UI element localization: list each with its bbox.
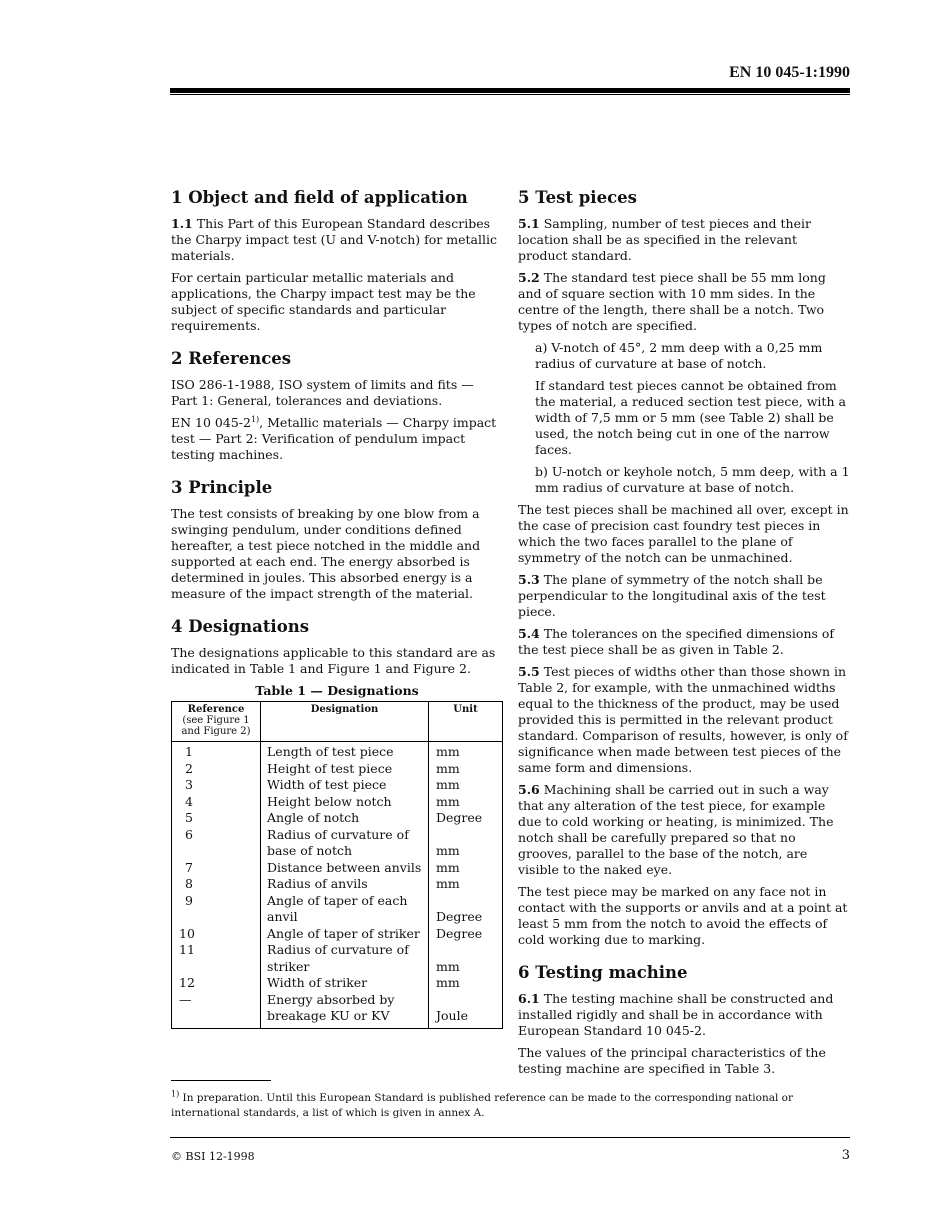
- clause-5-5-number: 5.5: [518, 664, 540, 679]
- clause-5-5: [518, 664, 850, 776]
- clause-6-1-number: 6.1: [518, 991, 540, 1006]
- clause-5-4-number: 5.4: [518, 626, 540, 641]
- clause-5-4: [518, 626, 850, 658]
- table-row: [172, 893, 503, 926]
- table-row: [172, 777, 503, 794]
- reference-iso-286: ISO 286-1-1988, ISO system of limits and fits — Part 1: General, tolerances and deviations.: [171, 377, 474, 408]
- reference-en-10045-2: [171, 415, 503, 463]
- designation-cell: Radius of curvature of striker: [261, 942, 429, 975]
- clause-5-1-number: 5.1: [518, 216, 540, 231]
- clause-5-1-text: Sampling, number of test pieces and their location shall be as specified in the relevant product standard.: [518, 216, 811, 263]
- unit-cell: mm: [429, 761, 503, 778]
- table-row: [172, 926, 503, 943]
- ref-cell: 11: [172, 942, 261, 975]
- table-1-caption: Table 1 — Designations: [255, 683, 419, 698]
- table-row: [172, 761, 503, 778]
- designation-cell: Angle of notch: [261, 810, 429, 827]
- designation-cell: Radius of curvature of base of notch: [261, 827, 429, 860]
- ref-cell: 10: [172, 926, 261, 943]
- designations-table: [171, 701, 503, 1029]
- section-1-heading: 1 Object and field of application: [171, 188, 468, 207]
- designation-cell: Distance between anvils: [261, 860, 429, 877]
- ref-cell: 6: [172, 827, 261, 860]
- ref-cell: 4: [172, 794, 261, 811]
- unit-cell: Degree: [429, 893, 503, 926]
- page-number: 3: [841, 1148, 850, 1163]
- ref-cell: 3: [172, 777, 261, 794]
- footnote-marker: 1): [171, 1089, 180, 1099]
- footer-rule: [170, 1137, 850, 1138]
- ref-cell: 12: [172, 975, 261, 992]
- header-rule-thin: [170, 94, 850, 95]
- unit-cell: Degree: [429, 926, 503, 943]
- clause-5-3-number: 5.3: [518, 572, 540, 587]
- ref-cell: 5: [172, 810, 261, 827]
- table-row: [172, 794, 503, 811]
- column-header-designation: Designation: [261, 702, 429, 742]
- reference-en-10045-2-title: , Metallic materials — Charpy impact test — Part 2: Verification of pendulum impact testing machines.: [171, 415, 497, 462]
- footnote: [171, 1091, 811, 1121]
- unit-cell: mm: [429, 975, 503, 992]
- ref-cell: 2: [172, 761, 261, 778]
- ref-cell: 7: [172, 860, 261, 877]
- unit-cell: Degree: [429, 810, 503, 827]
- clause-5-4-text: The tolerances on the specified dimensions of the test piece shall be as given in Table 2.: [518, 626, 835, 657]
- section-4-heading: 4 Designations: [171, 617, 309, 636]
- designation-cell: Height of test piece: [261, 761, 429, 778]
- section-1-paragraph-2: For certain particular metallic materials and applications, the Charpy impact test may be the subject of specific standards and particular requirements.: [171, 270, 476, 333]
- clause-5-6-text: Machining shall be carried out in such a way that any alteration of the test piece, for example due to cold working or heating, is minimized. The notch shall be carefully prepared so that no grooves, parallel to the base of the notch, are visible to the naked eye.: [518, 782, 834, 877]
- clause-1-1-number: 1.1: [171, 216, 193, 231]
- list-item-v-notch-note: If standard test pieces cannot be obtained from the material, a reduced section test piece, with a width of 7,5 mm or 5 mm (see Table 2) shall be used, the notch being cut in one of the narrow faces.: [535, 378, 846, 457]
- clause-5-1: [518, 216, 850, 264]
- document-id: EN 10 045-1:1990: [729, 64, 850, 81]
- column-header-unit: Unit: [429, 702, 503, 742]
- copyright-notice: © BSI 12-1998: [171, 1150, 255, 1163]
- column-header-reference-label: Reference: [187, 704, 245, 715]
- clause-5-2: [518, 270, 850, 334]
- table-row: [172, 992, 503, 1029]
- designation-cell: Width of striker: [261, 975, 429, 992]
- ref-cell: 8: [172, 876, 261, 893]
- clause-1-1: [171, 216, 503, 264]
- clause-5-2-paragraph-2: The test pieces shall be machined all over, except in the case of precision cast foundry test pieces in which the two faces parallel to the plane of symmetry of the notch can be unmachined.: [518, 502, 849, 565]
- reference-en-10045-2-id: EN 10 045-2: [171, 415, 251, 430]
- section-2-heading: 2 References: [171, 349, 292, 368]
- table-row: [172, 742, 503, 761]
- list-item-u-notch: b) U-notch or keyhole notch, 5 mm deep, with a 1 mm radius of curvature at base of notch.: [535, 464, 850, 495]
- ref-cell: 1: [172, 742, 261, 761]
- designation-cell: Angle of taper of each anvil: [261, 893, 429, 926]
- right-column: [518, 187, 850, 1083]
- unit-cell: mm: [429, 794, 503, 811]
- column-header-reference: [172, 702, 261, 742]
- unit-cell: mm: [429, 942, 503, 975]
- list-item-v-notch: a) V-notch of 45°, 2 mm deep with a 0,25 mm radius of curvature at base of notch.: [535, 340, 823, 371]
- footnote-rule: [171, 1080, 271, 1081]
- table-row: [172, 942, 503, 975]
- clause-5-5-text: Test pieces of widths other than those shown in Table 2, for example, with the unmachined widths equal to the thickness of the product, may be used provided this is permitted in the relevant product standard. Comparison of results, however, is only of significance when made between test pieces of the same form and dimensions.: [518, 664, 848, 775]
- unit-cell: mm: [429, 860, 503, 877]
- designation-cell: Length of test piece: [261, 742, 429, 761]
- designation-cell: Energy absorbed by breakage KU or KV: [261, 992, 429, 1029]
- clause-6-1-text: The testing machine shall be constructed and installed rigidly and shall be in accordance with European Standard 10 045-2.: [518, 991, 834, 1038]
- section-5-heading: 5 Test pieces: [518, 188, 637, 207]
- section-3-heading: 3 Principle: [171, 478, 273, 497]
- clause-6-1-paragraph-2: The values of the principal characteristics of the testing machine are specified in Table 3.: [518, 1045, 826, 1076]
- header-rule-thick: [170, 88, 850, 93]
- left-column: [171, 187, 503, 1029]
- footnote-text: In preparation. Until this European Standard is published reference can be made to the corresponding national or international standards, a list of which is given in annex A.: [171, 1092, 794, 1119]
- designation-cell: Angle of taper of striker: [261, 926, 429, 943]
- table-row: [172, 827, 503, 860]
- unit-cell: Joule: [429, 992, 503, 1029]
- unit-cell: mm: [429, 777, 503, 794]
- clause-1-1-text: This Part of this European Standard describes the Charpy impact test (U and V-notch) for metallic materials.: [171, 216, 497, 263]
- table-row: [172, 860, 503, 877]
- designation-cell: Radius of anvils: [261, 876, 429, 893]
- clause-5-6-number: 5.6: [518, 782, 540, 797]
- column-header-reference-sub: (see Figure 1 and Figure 2): [181, 715, 251, 737]
- table-row: [172, 876, 503, 893]
- table-row: [172, 810, 503, 827]
- section-4-text: The designations applicable to this standard are as indicated in Table 1 and Figure 1 and Figure 2.: [171, 645, 496, 676]
- section-3-text: The test consists of breaking by one blow from a swinging pendulum, under conditions defined hereafter, a test piece notched in the middle and supported at each end. The energy absorbed is determined in joules. This absorbed energy is a measure of the impact strength of the material.: [171, 506, 481, 601]
- table-row: [172, 975, 503, 992]
- clause-5-3: [518, 572, 850, 620]
- designation-cell: Width of test piece: [261, 777, 429, 794]
- unit-cell: mm: [429, 827, 503, 860]
- ref-cell: —: [172, 992, 261, 1029]
- clause-6-1: [518, 991, 850, 1039]
- unit-cell: mm: [429, 876, 503, 893]
- clause-5-2-number: 5.2: [518, 270, 540, 285]
- clause-5-3-text: The plane of symmetry of the notch shall be perpendicular to the longitudinal axis of the test piece.: [518, 572, 826, 619]
- designation-cell: Height below notch: [261, 794, 429, 811]
- ref-cell: 9: [172, 893, 261, 926]
- clause-5-6: [518, 782, 850, 878]
- section-6-heading: 6 Testing machine: [518, 963, 688, 982]
- table-header-row: [172, 702, 503, 742]
- footnote-marker-ref[interactable]: 1): [250, 414, 260, 424]
- unit-cell: mm: [429, 742, 503, 761]
- clause-5-6-paragraph-2: The test piece may be marked on any face not in contact with the supports or anvils and at a point at least 5 mm from the notch to avoid the effects of cold working due to marking.: [518, 884, 848, 947]
- clause-5-2-text: The standard test piece shall be 55 mm long and of square section with 10 mm sides. In the centre of the length, there shall be a notch. Two types of notch are specified.: [518, 270, 826, 333]
